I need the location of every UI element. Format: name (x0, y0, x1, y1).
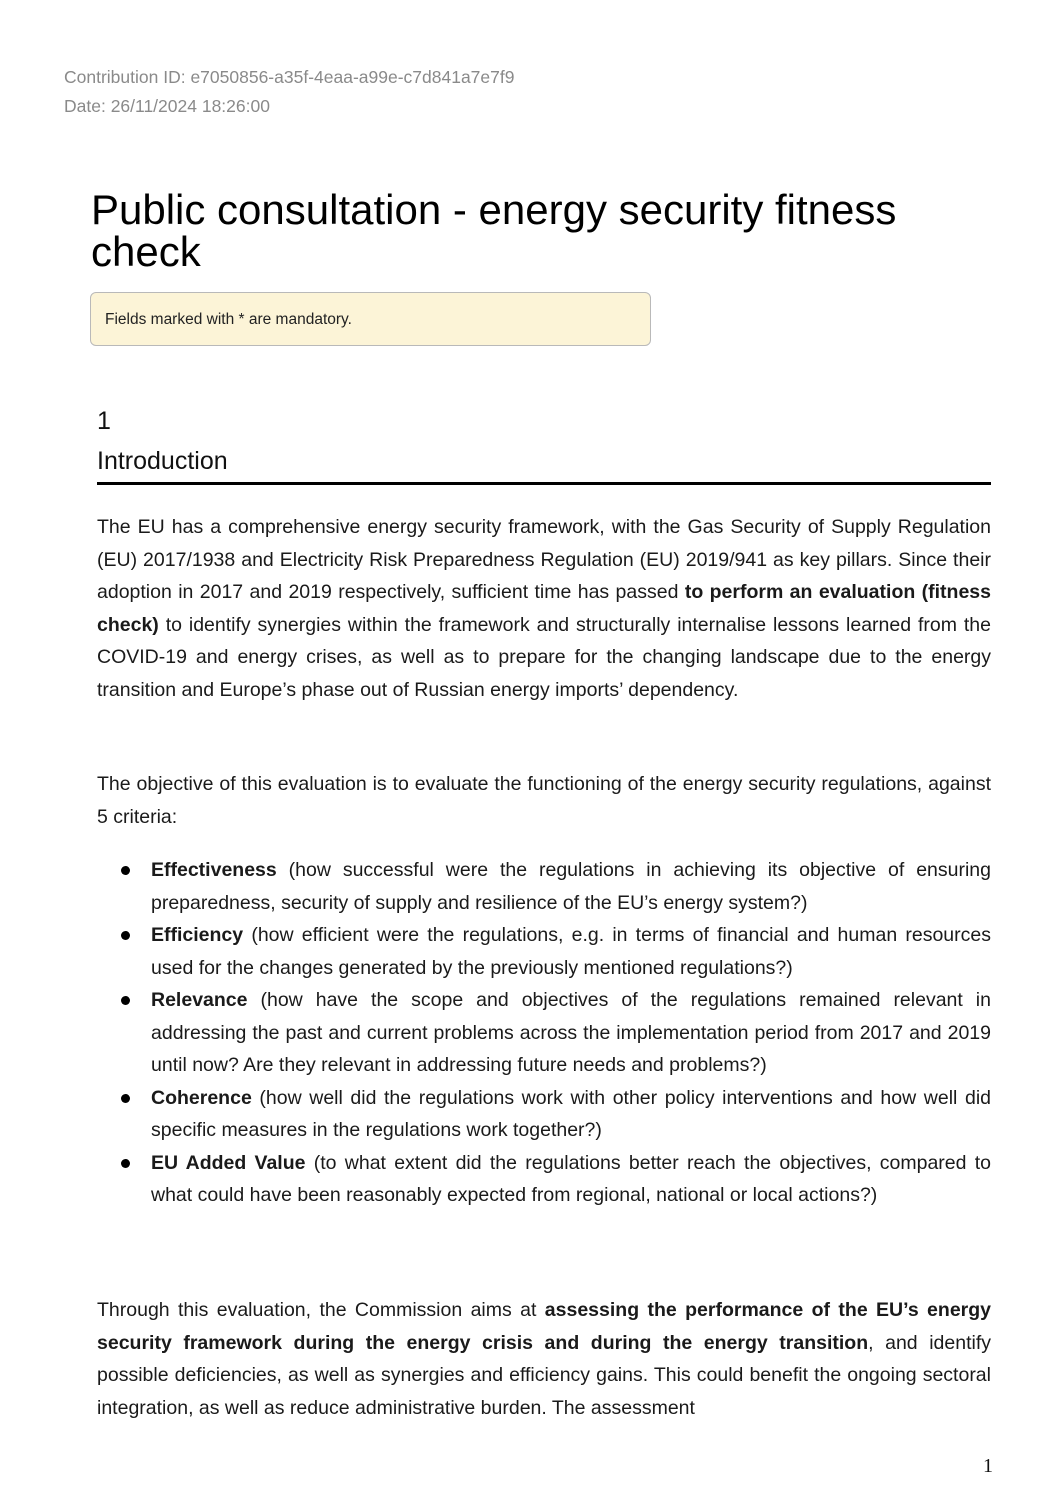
intro-paragraph-assessment (97, 1294, 991, 1424)
intro-paragraph-objective: The objective of this evaluation is to evaluate the functioning of the energy security regulations, against 5 criteria: (97, 773, 991, 828)
bullet-icon (121, 1159, 130, 1168)
criterion-description: (how efficient were the regulations, e.g. in terms of financial and human resources used for the changes generated by the previously mentioned regulations?) (151, 924, 991, 979)
criteria-list (97, 854, 991, 1212)
intro-paragraph-framework (97, 511, 991, 706)
list-item (97, 984, 991, 1082)
list-item (97, 854, 991, 919)
intro-p3-text-a: Through this evaluation, the Commission aims at (97, 1299, 545, 1321)
list-item (97, 919, 991, 984)
intro-p1-text-b: to identify synergies within the framework and structurally internalise lessons learned from the COVID-19 and energy crises, as well as to prepare for the changing landscape due to the energy transition and Europe’s phase out of Russian energy imports’ dependency. (97, 613, 991, 701)
intro-p3-emphasis: assessing the performance of the EU’s energy security framework during the energy crisis and during the energy transition (97, 1299, 992, 1354)
criterion-term: Relevance (151, 989, 248, 1011)
submission-date: Date: 26/11/2024 18:26:00 (64, 96, 270, 116)
list-item (97, 1082, 991, 1147)
intro-p3-text-b: , and identify possible deficiencies, as well as synergies and efficiency gains. This could benefit the ongoing sectoral integration, as well as reduce administrative burden. The assessment (97, 1331, 991, 1419)
bullet-icon (121, 1094, 130, 1103)
bullet-icon (121, 931, 130, 940)
page-title: Public consultation - energy security fitness check (91, 186, 897, 275)
criterion-term: Effectiveness (151, 859, 277, 881)
bullet-icon (121, 996, 130, 1005)
bullet-icon (121, 866, 130, 875)
section-divider (97, 482, 991, 485)
contribution-id: Contribution ID: e7050856-a35f-4eaa-a99e-c7d841a7e7f9 (64, 67, 515, 87)
page-number: 1 (983, 1455, 993, 1477)
intro-p1-emphasis: to perform an evaluation (fitness check) (97, 581, 991, 636)
mandatory-fields-notice (90, 292, 651, 346)
section-title: Introduction (97, 447, 228, 475)
list-item (97, 1147, 991, 1212)
criterion-description: (how have the scope and objectives of the regulations remained relevant in addressing the past and current problems across the implementation period from 2017 and 2019 until now? Are they relevant in addressing future needs and problems?) (151, 989, 991, 1076)
criterion-description: (how well did the regulations work with other policy interventions and how well did specific measures in the regulations work together?) (151, 1086, 991, 1141)
criterion-description: (how successful were the regulations in achieving its objective of ensuring preparedness, security of supply and resilience of the EU’s energy system?) (151, 859, 991, 914)
mandatory-fields-text: Fields marked with * are mandatory. (105, 311, 352, 328)
intro-p1-text-a: The EU has a comprehensive energy security framework, with the Gas Security of Supply Regulation (EU) 2017/1938 and Electricity Risk Preparedness Regulation (EU) 2019/941 as key pillars. Since their adoption in 2017 and 2019 respectively, sufficient time has passed (97, 516, 991, 603)
criterion-term: Coherence (151, 1086, 252, 1109)
section-number: 1 (97, 407, 111, 435)
criterion-description: (to what extent did the regulations better reach the objectives, compared to what could have been reasonably expected from regional, national or local actions?) (151, 1151, 992, 1206)
criterion-term: Efficiency (151, 924, 244, 946)
criterion-term: EU Added Value (151, 1151, 306, 1174)
